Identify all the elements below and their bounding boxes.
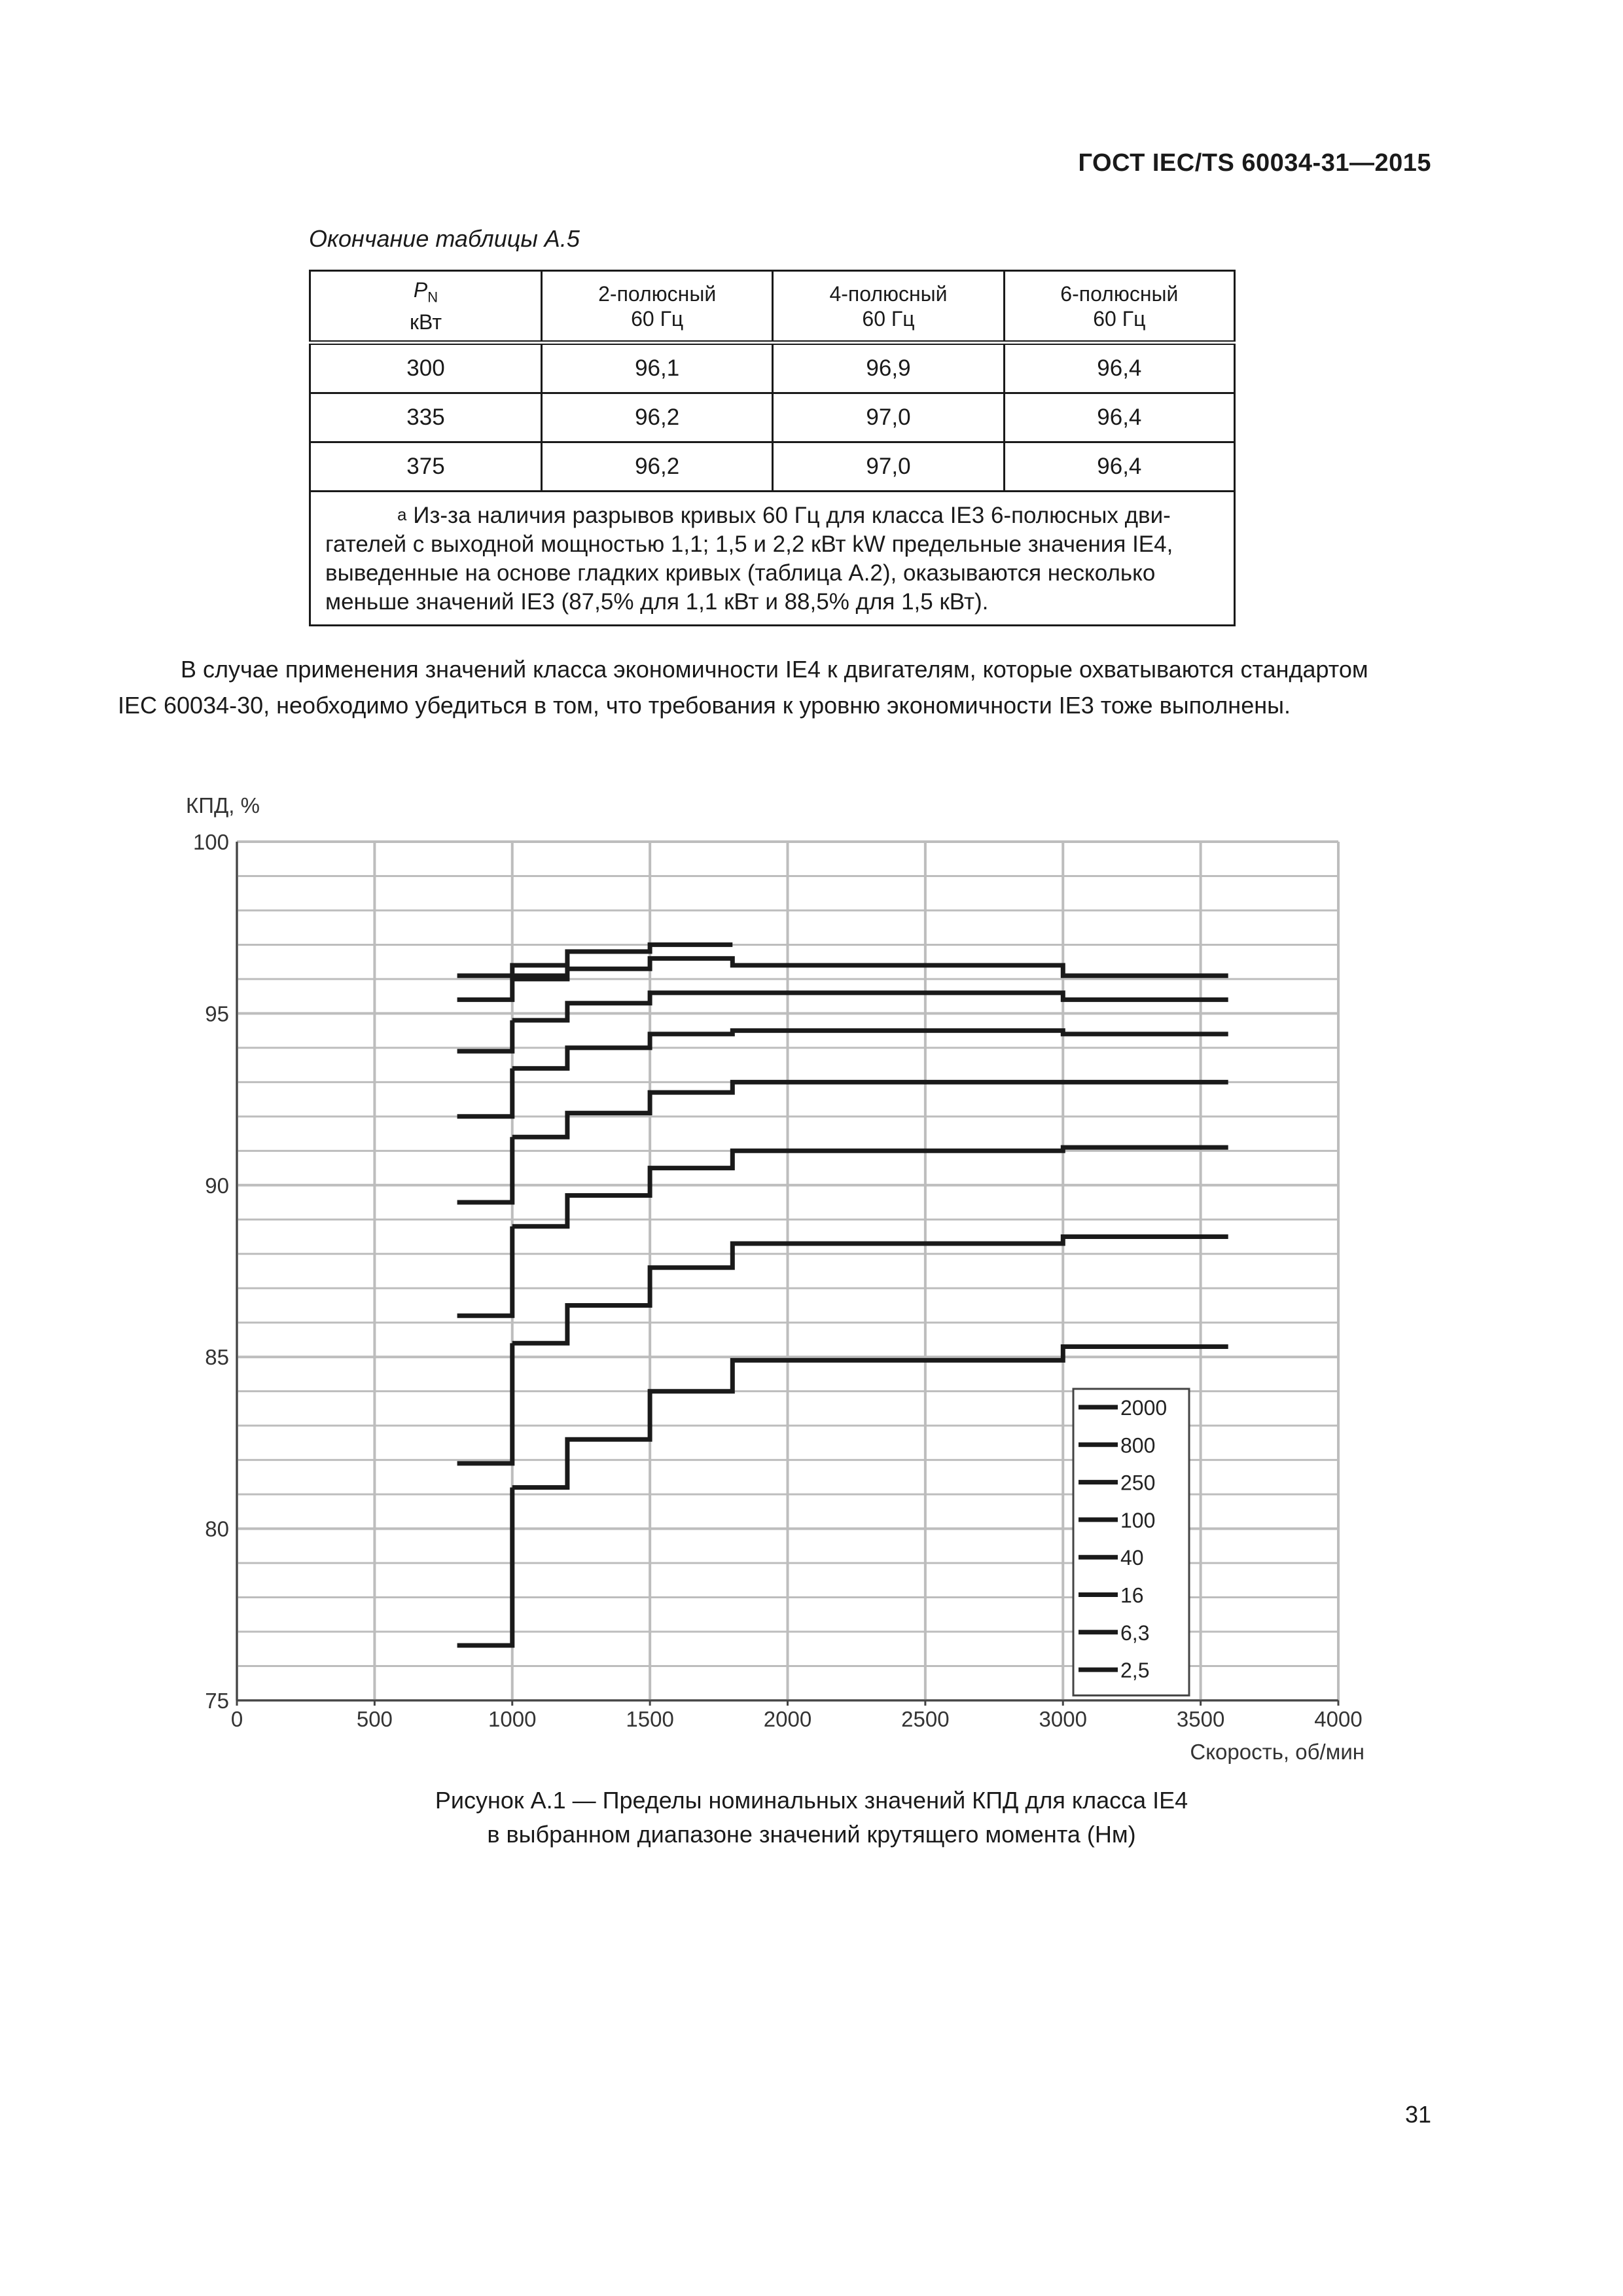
table-cell: 96,4 bbox=[1004, 393, 1234, 442]
x-tick-label: 1000 bbox=[488, 1707, 537, 1731]
y-axis-label: КПД, % bbox=[186, 793, 260, 817]
table-cell: 335 bbox=[310, 393, 542, 442]
figure-caption-line: Рисунок А.1 — Пределы номинальных значений КПД для класса IE4 bbox=[435, 1787, 1188, 1814]
table-cell: 96,4 bbox=[1004, 442, 1234, 492]
header-6-pole-freq: 60 Гц bbox=[1093, 306, 1146, 331]
x-tick-label: 2000 bbox=[763, 1707, 812, 1731]
table-cell: 97,0 bbox=[773, 442, 1004, 492]
x-tick-label: 0 bbox=[230, 1707, 243, 1731]
paragraph-text: В случае применения значений класса экономичности IE4 к двигателям, которые охватываются стандартом bbox=[181, 656, 1368, 683]
table-cell: 96,4 bbox=[1004, 343, 1234, 393]
header-power-subscript: N bbox=[427, 289, 438, 306]
page-number: 31 bbox=[1404, 2101, 1431, 2128]
header-4-pole-freq: 60 Гц bbox=[862, 306, 915, 331]
y-tick-label: 95 bbox=[205, 1001, 229, 1026]
y-tick-label: 85 bbox=[205, 1345, 229, 1370]
legend-label: 800 bbox=[1120, 1433, 1156, 1458]
header-power-symbol: P bbox=[413, 278, 428, 302]
header-2-pole-freq: 60 Гц bbox=[631, 306, 684, 331]
figure-caption bbox=[0, 1784, 1623, 1852]
x-tick-label: 1500 bbox=[626, 1707, 674, 1731]
x-tick-label: 2500 bbox=[901, 1707, 950, 1731]
header-6-pole-label: 6-полюсный bbox=[1060, 281, 1179, 306]
footnote-line: меньше значений IE3 (87,5% для 1,1 кВт и 88,5% для 1,5 кВт). bbox=[325, 589, 989, 615]
table-cell: 96,2 bbox=[542, 442, 773, 492]
document-header: ГОСТ IEC/TS 60034-31—2015 bbox=[1078, 149, 1431, 177]
footnote-line: гателей с выходной мощностью 1,1; 1,5 и 2,2 кВт kW предельные значения IE4, bbox=[325, 531, 1173, 557]
legend-label: 2000 bbox=[1120, 1396, 1168, 1420]
y-tick-label: 100 bbox=[192, 830, 229, 854]
table-cell: 97,0 bbox=[773, 393, 1004, 442]
legend-label: 100 bbox=[1120, 1508, 1156, 1532]
y-tick-label: 75 bbox=[205, 1689, 229, 1713]
table-cell: 375 bbox=[310, 442, 542, 492]
table-caption: Окончание таблицы А.5 bbox=[309, 225, 580, 252]
legend-label: 2,5 bbox=[1120, 1659, 1150, 1683]
y-tick-label: 90 bbox=[205, 1173, 229, 1198]
legend-label: 6,3 bbox=[1120, 1621, 1150, 1645]
chart-legend bbox=[1073, 1389, 1189, 1695]
header-4-pole-label: 4-полюсный bbox=[829, 281, 948, 306]
paragraph-line: IEC 60034-30, необходимо убедиться в том, что требования к уровню экономичности IE3 тоже выполнены. bbox=[118, 692, 1291, 719]
legend-label: 40 bbox=[1120, 1546, 1144, 1570]
header-power-unit: кВт bbox=[410, 310, 442, 334]
table-cell: 96,1 bbox=[542, 343, 773, 393]
table-cell: 96,2 bbox=[542, 393, 773, 442]
x-tick-label: 3500 bbox=[1176, 1707, 1225, 1731]
y-tick-label: 80 bbox=[205, 1516, 229, 1541]
table-cell: 300 bbox=[310, 343, 542, 393]
table-cell: 96,9 bbox=[773, 343, 1004, 393]
x-tick-label: 3000 bbox=[1039, 1707, 1087, 1731]
legend-label: 16 bbox=[1120, 1583, 1144, 1607]
footnote-marker: а bbox=[397, 505, 407, 524]
figure-caption-line: в выбранном диапазоне значений крутящего момента (Нм) bbox=[487, 1821, 1136, 1848]
header-2-pole-label: 2-полюсный bbox=[598, 281, 717, 306]
x-tick-label: 4000 bbox=[1314, 1707, 1363, 1731]
legend-label: 250 bbox=[1120, 1471, 1156, 1495]
x-axis-label: Скорость, об/мин bbox=[1190, 1740, 1364, 1764]
x-tick-label: 500 bbox=[356, 1707, 393, 1731]
footnote-text: Из-за наличия разрывов кривых 60 Гц для класса IE3 6-полюсных дви- bbox=[413, 503, 1171, 528]
footnote-line: выведенные на основе гладких кривых (таблица А.2), оказываются несколько bbox=[325, 560, 1156, 586]
